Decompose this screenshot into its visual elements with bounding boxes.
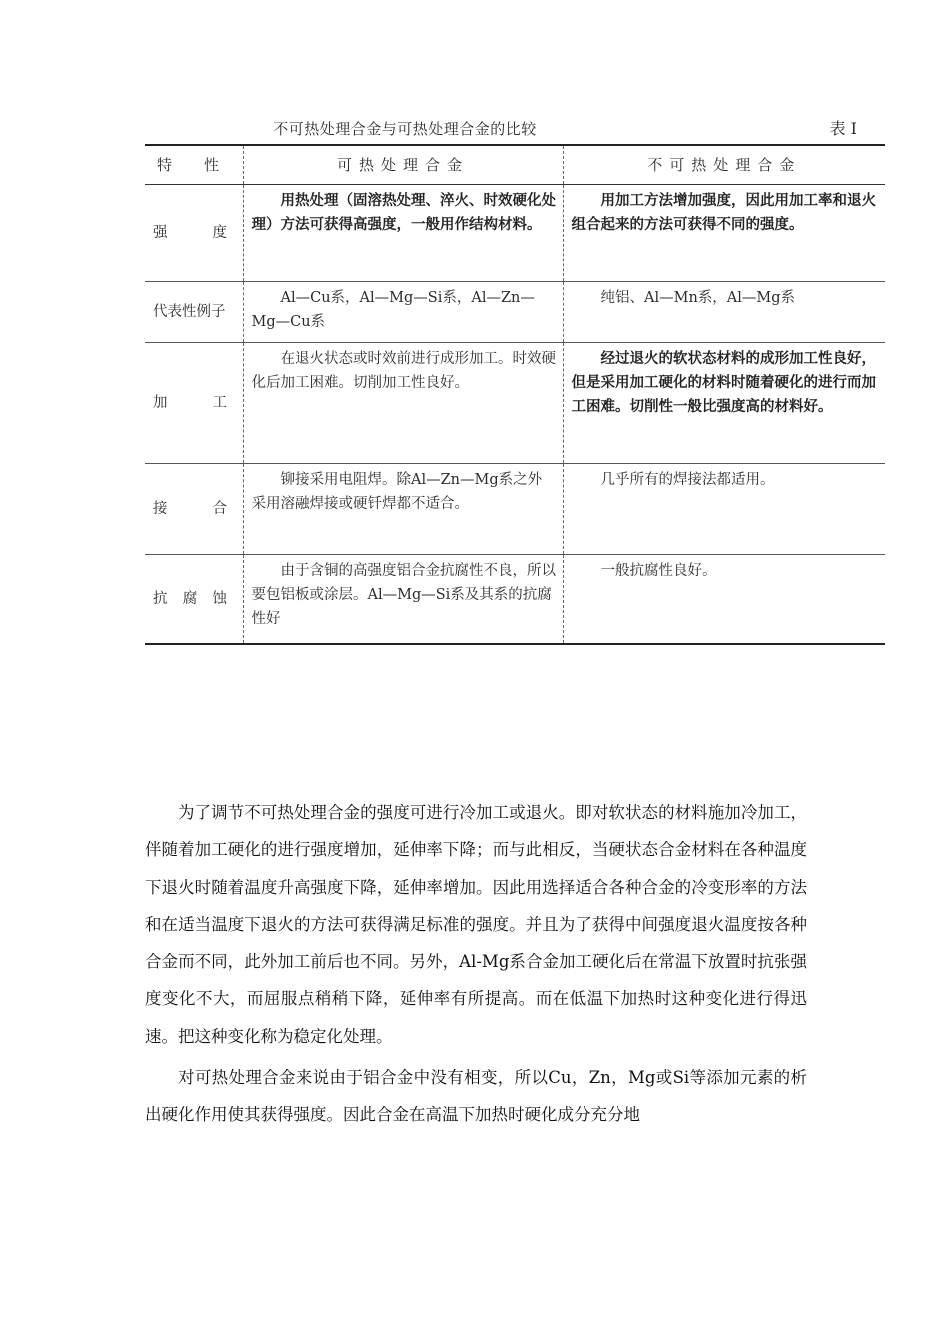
body-text xyxy=(145,794,807,1138)
header-property-char: 性 xyxy=(203,156,219,174)
row-label-char: 强 xyxy=(153,225,168,241)
row-label-char: 接 xyxy=(153,501,168,517)
cell-heat-treatable: 在退火状态或时效前进行成形加工。时效硬化后加工困难。切削加工性良好。 xyxy=(243,343,563,464)
row-label-char: 度 xyxy=(212,225,227,241)
cell-heat-treatable: 用热处理（固溶热处理、淬火、时效硬化处理）方法可获得高强度，一般用作结构材料。 xyxy=(243,185,563,282)
row-label-char: 合 xyxy=(212,501,227,517)
cell-non-heat-treatable: 纯铝、Al—Mn系，Al—Mg系 xyxy=(563,282,885,343)
table-row xyxy=(145,282,885,343)
row-label-text: 代表性例子 xyxy=(153,304,226,320)
cell-non-heat-treatable: 用加工方法增加强度，因此用加工率和退火组合起来的方法可获得不同的强度。 xyxy=(563,185,885,282)
row-label-char: 抗 xyxy=(153,591,168,607)
cell-non-heat-treatable: 几乎所有的焊接法都适用。 xyxy=(563,464,885,555)
table-header-row xyxy=(145,145,885,185)
table-row xyxy=(145,343,885,464)
table-row xyxy=(145,464,885,555)
row-label-examples xyxy=(145,282,243,343)
header-property-char: 特 xyxy=(157,156,173,174)
row-label-char: 蚀 xyxy=(212,591,227,607)
row-label-corrosion xyxy=(145,555,243,645)
header-heat-treatable: 可热处理合金 xyxy=(243,145,563,185)
comparison-table xyxy=(145,144,885,645)
row-label-joining xyxy=(145,464,243,555)
table-row xyxy=(145,185,885,282)
row-label-char: 腐 xyxy=(182,591,198,607)
row-label-strength xyxy=(145,185,243,282)
paragraph: 对可热处理合金来说由于铝合金中没有相变，所以Cu，Zn，Mg或Si等添加元素的析出硬化作用使其获得强度。因此合金在高温下加热时硬化成分充分地 xyxy=(145,1068,807,1125)
table-figure xyxy=(145,112,885,645)
header-non-heat-treatable: 不可热处理合金 xyxy=(563,145,885,185)
row-label-processing xyxy=(145,343,243,464)
row-label-char: 工 xyxy=(212,395,227,411)
table-row xyxy=(145,555,885,645)
table-caption: 不可热处理合金与可热处理合金的比较 xyxy=(273,120,537,138)
header-property xyxy=(145,145,243,185)
cell-heat-treatable: 由于含铜的高强度铝合金抗腐性不良，所以要包铝板或涂层。Al—Mg—Si系及其系的抗腐性好 xyxy=(243,555,563,645)
row-label-char: 加 xyxy=(153,395,168,411)
table-number: 表 I xyxy=(829,119,857,138)
table-caption-row xyxy=(145,112,885,144)
cell-non-heat-treatable: 一般抗腐性良好。 xyxy=(563,555,885,645)
cell-heat-treatable: Al—Cu系，Al—Mg—Si系，Al—Zn—Mg—Cu系 xyxy=(243,282,563,343)
paragraph: 为了调节不可热处理合金的强度可进行冷加工或退火。即对软状态的材料施加冷加工，伴随着加工硬化的进行强度增加，延伸率下降；而与此相反，当硬状态合金材料在各种温度下退火时随着温度升高强度下降，延伸率增加。因此用选择适合各种合金的冷变形率的方法和在适当温度下退火的方法可获得满足标准的强度。并且为了获得中间强度退火温度按各种合金而不同，此外加工前后也不同。另外，Al-Mg系合金加工硬化后在常温下放置时抗张强度变化不大，而屈服点稍稍下降，延伸率有所提高。而在低温下加热时这种变化进行得迅速。把这种变化称为稳定化处理。 xyxy=(145,803,807,1046)
cell-heat-treatable: 铆接采用电阻焊。除Al—Zn—Mg系之外采用溶融焊接或硬钎焊都不适合。 xyxy=(243,464,563,555)
cell-non-heat-treatable: 经过退火的软状态材料的成形加工性良好，但是采用加工硬化的材料时随着硬化的进行而加工困难。切削性一般比强度高的材料好。 xyxy=(563,343,885,464)
